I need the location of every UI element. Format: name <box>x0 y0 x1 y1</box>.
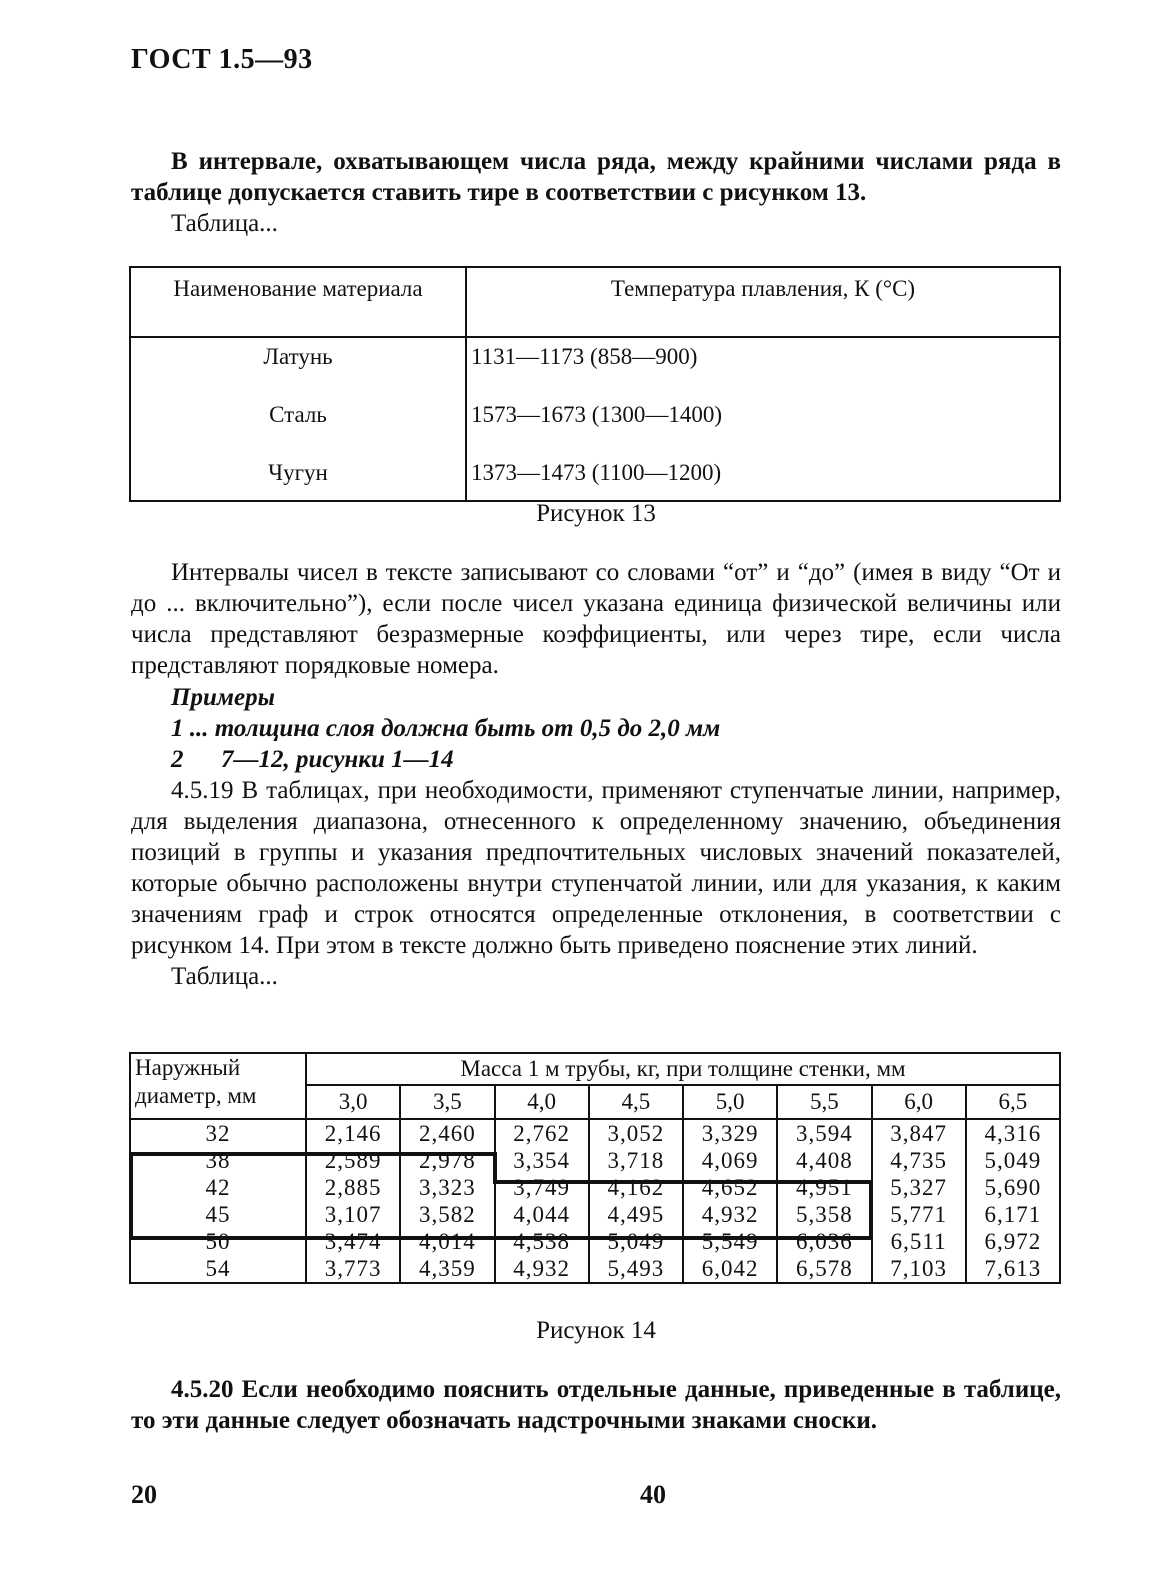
mass-cell: 2,885 <box>306 1174 400 1201</box>
diameter-cell: 50 <box>130 1228 306 1255</box>
mass-cell: 2,589 <box>306 1147 400 1174</box>
mass-cell: 6,171 <box>966 1201 1060 1228</box>
mass-cell: 3,474 <box>306 1228 400 1255</box>
table-row <box>130 337 1060 396</box>
figure-14-caption: Рисунок 14 <box>536 1317 656 1344</box>
figure-13-caption: Рисунок 13 <box>536 500 656 527</box>
mass-cell: 2,460 <box>400 1119 494 1147</box>
mass-cell: 5,549 <box>683 1228 777 1255</box>
material-cell: Сталь <box>130 396 466 454</box>
table-row <box>130 396 1060 454</box>
mass-cell: 4,951 <box>777 1174 871 1201</box>
thickness-header: 5,5 <box>777 1085 871 1119</box>
mass-cell: 3,323 <box>400 1174 494 1201</box>
mass-cell: 3,847 <box>872 1119 966 1147</box>
pipe-mass-table-wrap <box>129 1052 1061 1295</box>
thickness-header: 4,0 <box>495 1085 589 1119</box>
mass-cell: 3,594 <box>777 1119 871 1147</box>
example-item: 1 ... толщина слоя должна быть от 0,5 до 2,0 мм <box>171 715 721 742</box>
mass-cell: 6,042 <box>683 1255 777 1283</box>
examples-title: Примеры <box>171 684 275 711</box>
section-4-5-20-block <box>131 1374 1061 1436</box>
table-label-1: Таблица... <box>171 210 278 237</box>
mass-cell: 5,493 <box>589 1255 683 1283</box>
mass-cell: 6,036 <box>777 1228 871 1255</box>
mass-cell: 6,972 <box>966 1228 1060 1255</box>
section-4-5-20-paragraph: 4.5.20 Если необходимо пояснить отдельные данные, приведенные в таблице, то эти данные следует обозначать надстрочными знаками сноски. <box>131 1376 1061 1434</box>
center-page-number: 40 <box>640 1480 666 1509</box>
mass-cell: 4,162 <box>589 1174 683 1201</box>
melting-temperature-table <box>129 266 1061 502</box>
table-row <box>130 454 1060 501</box>
mass-cell: 7,103 <box>872 1255 966 1283</box>
temperature-cell: 1131—1173 (858—900) <box>466 337 1060 396</box>
thickness-header: 4,5 <box>589 1085 683 1119</box>
mass-cell: 7,613 <box>966 1255 1060 1283</box>
mass-cell: 3,749 <box>495 1174 589 1201</box>
intervals-paragraph: Интервалы чисел в тексте записывают со словами “от” и “до” (имея в виду “От и до ... включительно”), если после чисел указана единица физической величины или числа представляют безразмерные коэффициенты, или через тире, если числа представляют порядковые номера. <box>131 559 1061 679</box>
intervals-paragraph-block <box>131 557 1061 681</box>
material-cell: Чугун <box>130 454 466 501</box>
material-column-header: Наименование материала <box>130 267 466 337</box>
table-row <box>130 1255 1060 1283</box>
table-row <box>130 1147 1060 1174</box>
mass-cell: 3,582 <box>400 1201 494 1228</box>
mass-cell: 4,408 <box>777 1147 871 1174</box>
thickness-header: 5,0 <box>683 1085 777 1119</box>
intro-paragraph: В интервале, охватывающем числа ряда, между крайними числами ряда в таблице допускается ставить тире в соответствии с рисунком 13. <box>131 148 1061 206</box>
mass-cell: 4,316 <box>966 1119 1060 1147</box>
table-label-2: Таблица... <box>171 963 278 990</box>
mass-cell: 5,690 <box>966 1174 1060 1201</box>
table-row <box>130 1228 1060 1255</box>
pipe-mass-table <box>129 1052 1061 1284</box>
mass-cell: 5,771 <box>872 1201 966 1228</box>
mass-cell: 4,735 <box>872 1147 966 1174</box>
mass-cell: 4,044 <box>495 1201 589 1228</box>
mass-cell: 6,578 <box>777 1255 871 1283</box>
table-row <box>130 1201 1060 1228</box>
table-row <box>130 1174 1060 1201</box>
diameter-cell: 54 <box>130 1255 306 1283</box>
thickness-header: 6,5 <box>966 1085 1060 1119</box>
table-row <box>130 1119 1060 1147</box>
mass-cell: 4,014 <box>400 1228 494 1255</box>
mass-cell: 3,052 <box>589 1119 683 1147</box>
mass-cell: 4,932 <box>495 1255 589 1283</box>
mass-cell: 4,652 <box>683 1174 777 1201</box>
diameter-column-header: Наружный диаметр, мм <box>130 1053 306 1119</box>
thickness-header: 3,5 <box>400 1085 494 1119</box>
diameter-cell: 45 <box>130 1201 306 1228</box>
left-page-number: 20 <box>131 1480 157 1509</box>
material-cell: Латунь <box>130 337 466 396</box>
mass-cell: 6,511 <box>872 1228 966 1255</box>
mass-cell: 3,718 <box>589 1147 683 1174</box>
mass-cell: 3,354 <box>495 1147 589 1174</box>
mass-column-header: Масса 1 м трубы, кг, при толщине стенки, мм <box>306 1053 1060 1085</box>
mass-cell: 3,773 <box>306 1255 400 1283</box>
document-header: ГОСТ 1.5—93 <box>131 44 313 75</box>
mass-cell: 5,327 <box>872 1174 966 1201</box>
mass-cell: 4,495 <box>589 1201 683 1228</box>
intro-paragraph-block <box>131 146 1061 239</box>
example-item: 2 7—12, рисунки 1—14 <box>171 746 454 773</box>
mass-cell: 4,069 <box>683 1147 777 1174</box>
diameter-cell: 32 <box>130 1119 306 1147</box>
mass-cell: 3,329 <box>683 1119 777 1147</box>
mass-cell: 5,049 <box>589 1228 683 1255</box>
mass-cell: 2,762 <box>495 1119 589 1147</box>
mass-cell: 5,049 <box>966 1147 1060 1174</box>
thickness-header: 6,0 <box>872 1085 966 1119</box>
mass-cell: 5,358 <box>777 1201 871 1228</box>
section-4-5-19-paragraph: 4.5.19 В таблицах, при необходимости, применяют ступенчатые линии, например, для выделения диапазона, отнесенного к определенному значению, объединения позиций в группы и указания предпочтительных числовых значений показателей, которые обычно расположены внутри ступенчатой линии, или для указания, к каким значениям граф и строк относятся определенные отклонения, в соответствии с рисунком 14. При этом в тексте должно быть приведено пояснение этих линий. <box>131 777 1061 959</box>
temperature-column-header: Температура плавления, К (°С) <box>466 267 1060 337</box>
temperature-cell: 1573—1673 (1300—1400) <box>466 396 1060 454</box>
diameter-cell: 42 <box>130 1174 306 1201</box>
examples-block <box>171 682 720 775</box>
mass-cell: 4,359 <box>400 1255 494 1283</box>
temperature-cell: 1373—1473 (1100—1200) <box>466 454 1060 501</box>
mass-cell: 3,107 <box>306 1201 400 1228</box>
mass-cell: 2,978 <box>400 1147 494 1174</box>
thickness-header: 3,0 <box>306 1085 400 1119</box>
mass-cell: 4,932 <box>683 1201 777 1228</box>
diameter-cell: 38 <box>130 1147 306 1174</box>
mass-cell: 2,146 <box>306 1119 400 1147</box>
section-4-5-19-block <box>131 775 1061 992</box>
mass-cell: 4,538 <box>495 1228 589 1255</box>
